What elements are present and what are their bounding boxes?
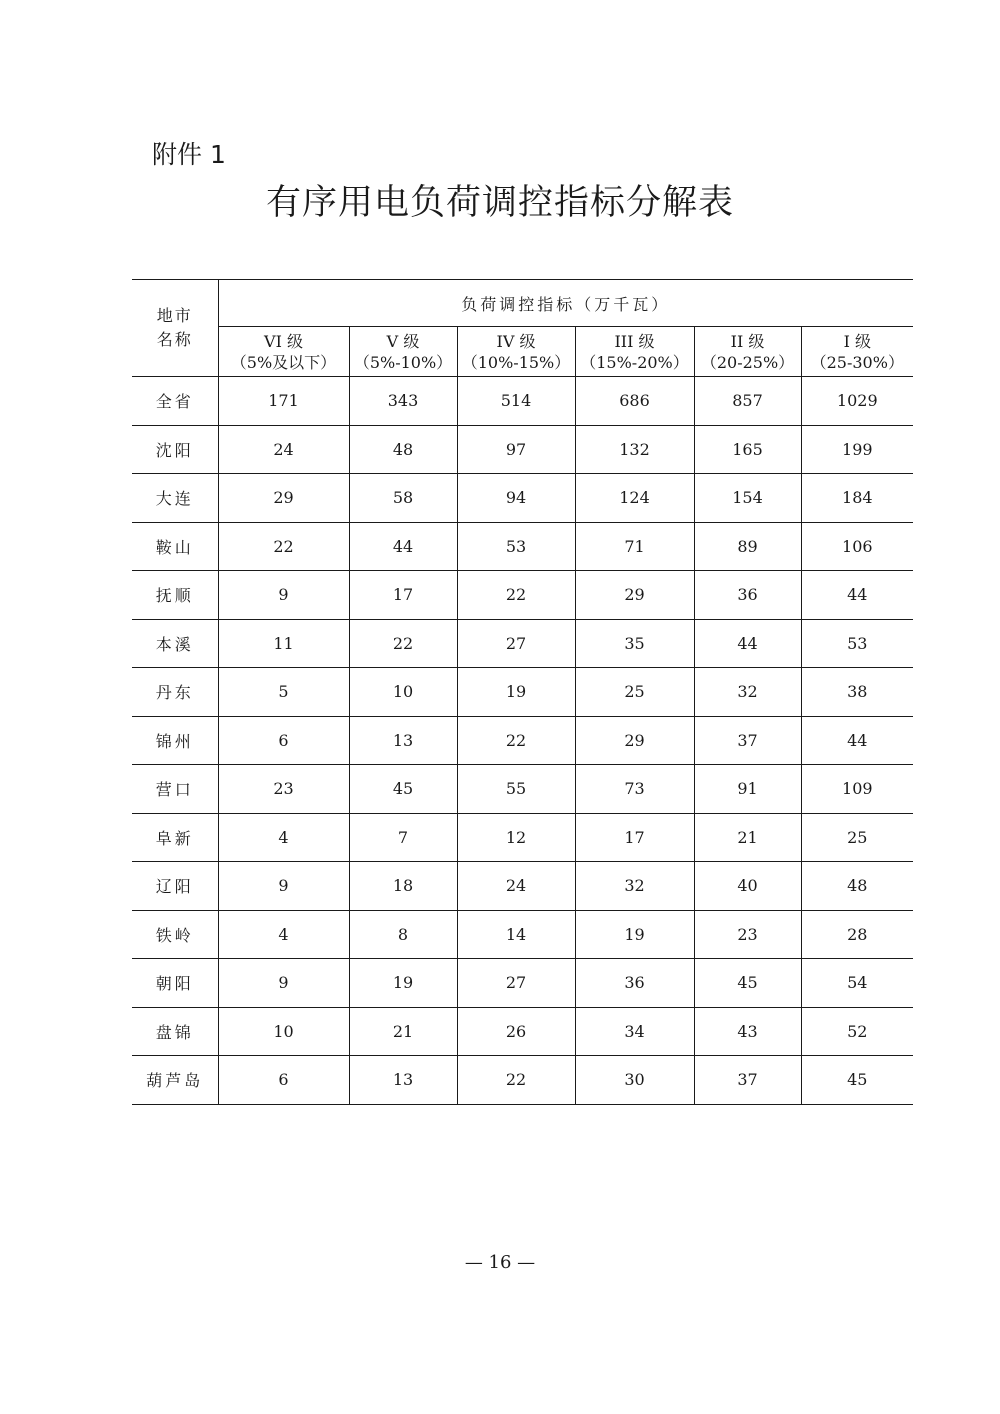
value-cell: 71 [575,522,694,571]
level-name: II 级 [730,331,765,351]
value-cell: 25 [801,813,913,862]
value-cell: 19 [349,959,457,1008]
city-cell: 鞍山 [132,522,218,571]
table-row [132,474,913,523]
value-cell: 29 [218,474,349,523]
value-cell: 21 [349,1007,457,1056]
value-cell: 73 [575,765,694,814]
city-cell: 盘锦 [132,1007,218,1056]
table-row [132,813,913,862]
value-cell: 106 [801,522,913,571]
value-cell: 23 [218,765,349,814]
value-cell: 13 [349,716,457,765]
page-number: — 16 — [464,1252,536,1273]
table-row [132,959,913,1008]
value-cell: 132 [575,425,694,474]
value-cell: 44 [349,522,457,571]
value-cell: 9 [218,571,349,620]
value-cell: 11 [218,619,349,668]
value-cell: 89 [694,522,801,571]
value-cell: 29 [575,716,694,765]
value-cell: 6 [218,716,349,765]
value-cell: 18 [349,862,457,911]
value-cell: 44 [694,619,801,668]
value-cell: 343 [349,377,457,426]
value-cell: 48 [801,862,913,911]
value-cell: 22 [457,1056,575,1105]
city-cell: 铁岭 [132,910,218,959]
value-cell: 165 [694,425,801,474]
value-cell: 686 [575,377,694,426]
value-cell: 32 [575,862,694,911]
indicator-group-header-text: 负荷调控指标（万千瓦） [461,294,671,314]
value-cell: 22 [349,619,457,668]
value-cell: 24 [218,425,349,474]
value-cell: 91 [694,765,801,814]
level-name: III 级 [614,331,655,351]
city-cell: 丹东 [132,668,218,717]
value-cell: 37 [694,716,801,765]
value-cell: 8 [349,910,457,959]
value-cell: 14 [457,910,575,959]
value-cell: 124 [575,474,694,523]
table-row [132,425,913,474]
value-cell: 35 [575,619,694,668]
level-header [349,327,457,377]
table-row [132,716,913,765]
table-row [132,765,913,814]
level-header [694,327,801,377]
load-control-table [132,279,913,1105]
city-cell: 锦州 [132,716,218,765]
value-cell: 28 [801,910,913,959]
city-name-header [132,280,218,377]
value-cell: 19 [457,668,575,717]
value-cell: 24 [457,862,575,911]
value-cell: 6 [218,1056,349,1105]
table-row [132,619,913,668]
value-cell: 43 [694,1007,801,1056]
value-cell: 44 [801,571,913,620]
value-cell: 53 [801,619,913,668]
level-header [457,327,575,377]
level-range: （10%-15%） [461,352,571,372]
city-cell: 葫芦岛 [132,1056,218,1105]
value-cell: 54 [801,959,913,1008]
value-cell: 36 [575,959,694,1008]
value-cell: 29 [575,571,694,620]
table-row [132,1056,913,1105]
value-cell: 154 [694,474,801,523]
value-cell: 32 [694,668,801,717]
value-cell: 45 [694,959,801,1008]
value-cell: 13 [349,1056,457,1105]
value-cell: 44 [801,716,913,765]
city-cell: 沈阳 [132,425,218,474]
table-row [132,910,913,959]
value-cell: 27 [457,619,575,668]
value-cell: 9 [218,862,349,911]
city-cell: 本溪 [132,619,218,668]
value-cell: 40 [694,862,801,911]
table-row [132,377,913,426]
city-cell: 朝阳 [132,959,218,1008]
value-cell: 22 [218,522,349,571]
value-cell: 1029 [801,377,913,426]
value-cell: 5 [218,668,349,717]
value-cell: 45 [801,1056,913,1105]
city-header-line1: 地市 [156,306,193,325]
value-cell: 171 [218,377,349,426]
value-cell: 7 [349,813,457,862]
value-cell: 36 [694,571,801,620]
level-range: （25-30%） [810,352,904,372]
value-cell: 10 [349,668,457,717]
value-cell: 94 [457,474,575,523]
value-cell: 48 [349,425,457,474]
city-cell: 营口 [132,765,218,814]
value-cell: 9 [218,959,349,1008]
city-cell: 大连 [132,474,218,523]
level-name: I 级 [843,331,871,351]
value-cell: 30 [575,1056,694,1105]
table-row [132,522,913,571]
value-cell: 23 [694,910,801,959]
value-cell: 17 [575,813,694,862]
value-cell: 52 [801,1007,913,1056]
table-row [132,862,913,911]
value-cell: 26 [457,1007,575,1056]
level-header [575,327,694,377]
value-cell: 109 [801,765,913,814]
document-title: 有序用电负荷调控指标分解表 [265,183,734,223]
city-cell: 抚顺 [132,571,218,620]
value-cell: 34 [575,1007,694,1056]
value-cell: 10 [218,1007,349,1056]
value-cell: 25 [575,668,694,717]
value-cell: 184 [801,474,913,523]
value-cell: 17 [349,571,457,620]
value-cell: 58 [349,474,457,523]
value-cell: 45 [349,765,457,814]
value-cell: 38 [801,668,913,717]
value-cell: 22 [457,571,575,620]
level-name: V 级 [386,331,420,351]
level-range: （20-25%） [700,352,795,372]
level-header [801,327,913,377]
value-cell: 21 [694,813,801,862]
city-cell: 辽阳 [132,862,218,911]
indicator-group-header [218,280,913,327]
table-row [132,571,913,620]
value-cell: 199 [801,425,913,474]
level-header [218,327,349,377]
value-cell: 22 [457,716,575,765]
value-cell: 857 [694,377,801,426]
level-name: IV 级 [496,331,536,351]
value-cell: 514 [457,377,575,426]
value-cell: 55 [457,765,575,814]
level-range: （5%-10%） [353,352,453,372]
value-cell: 97 [457,425,575,474]
attachment-label: 附件 1 [152,140,226,169]
city-cell: 全省 [132,377,218,426]
value-cell: 27 [457,959,575,1008]
value-cell: 12 [457,813,575,862]
table-row [132,1007,913,1056]
table-row [132,668,913,717]
value-cell: 4 [218,910,349,959]
load-control-table-container [132,279,913,1105]
city-header-line2: 名称 [156,330,193,349]
value-cell: 4 [218,813,349,862]
level-name: VI 级 [264,331,303,351]
value-cell: 53 [457,522,575,571]
value-cell: 19 [575,910,694,959]
level-range: （15%-20%） [580,352,689,372]
level-range: （5%及以下） [230,352,337,372]
value-cell: 37 [694,1056,801,1105]
city-cell: 阜新 [132,813,218,862]
